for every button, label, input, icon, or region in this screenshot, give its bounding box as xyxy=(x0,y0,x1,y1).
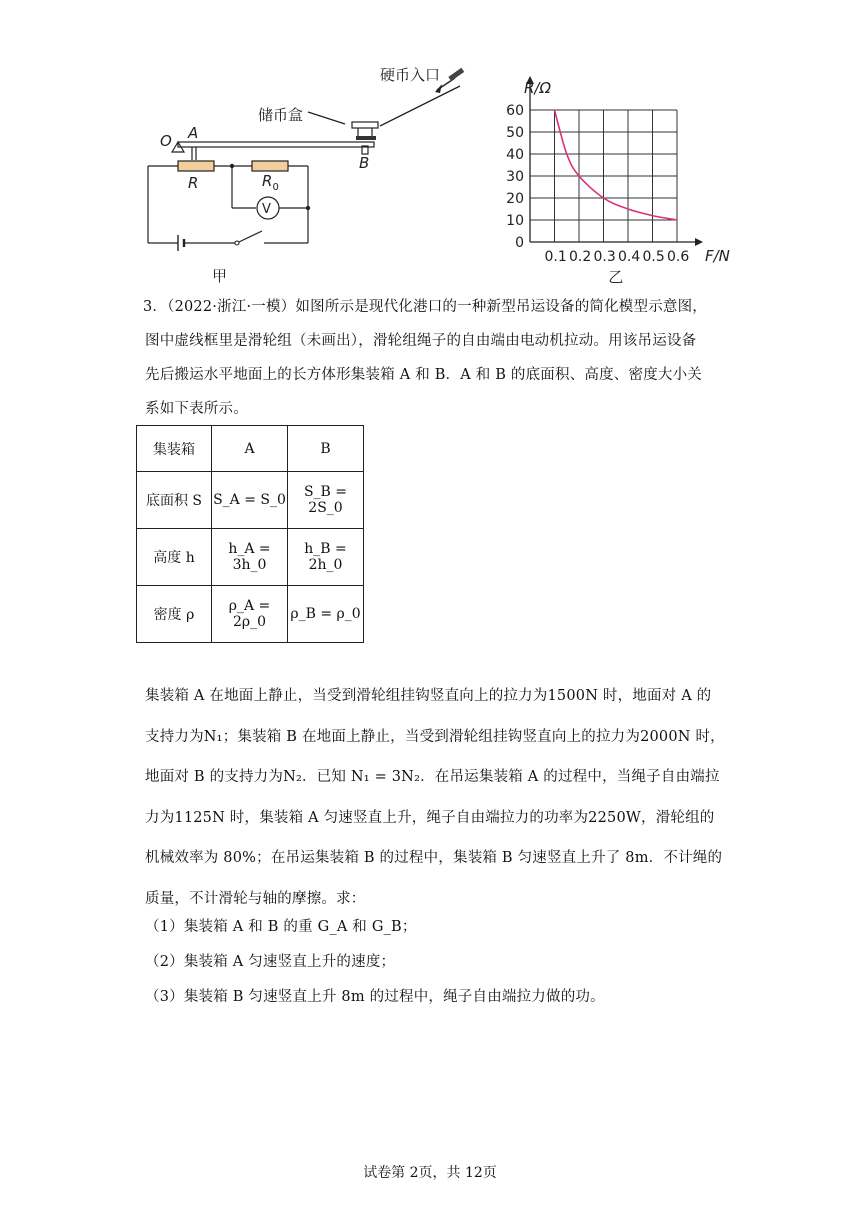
problem-body xyxy=(145,676,725,919)
question-3: （3）集装箱 B 匀速竖直上升 8m 的过程中，绳子自由端拉力做的功。 xyxy=(145,989,605,1005)
coin-entry-label: 硬币入口 xyxy=(380,66,441,84)
intro-line-4: 系如下表所示。 xyxy=(145,401,248,417)
question-1: （1）集装箱 A 和 B 的重 G_A 和 G_B； xyxy=(145,919,417,935)
body-line-3: 地面对 B 的支持力为N₂．已知 N₁ = 3N₂．在吊运集装箱 A 的过程中，当绳子自由端拉 xyxy=(145,769,720,785)
coin-circuit-figure xyxy=(140,66,480,286)
chart-ticks xyxy=(506,103,689,265)
body-line-2: 支持力为N₁；集装箱 B 在地面上静止，当受到滑轮组挂钩竖直向上的拉力为2000N 时， xyxy=(145,728,725,745)
chart-x-tick-label: 0.5 xyxy=(642,249,665,265)
chart-y-label: R/Ω xyxy=(524,79,551,97)
chart-y-tick-label: 0 xyxy=(515,235,524,251)
chart-y-tick-label: 40 xyxy=(506,147,524,163)
chart-y-tick-label: 20 xyxy=(506,191,524,207)
table-cell: S_B = 2S_0 xyxy=(288,472,364,529)
problem-intro xyxy=(145,290,725,426)
table-cell: h_A = 3h_0 xyxy=(212,529,288,586)
label-O: O xyxy=(160,132,172,150)
label-B: B xyxy=(359,154,370,172)
intro-line-2: 图中虚线框里是滑轮组（未画出），滑轮组绳子的自由端由电动机拉动。用该吊运设备 xyxy=(145,333,697,349)
lever-bar xyxy=(178,142,374,147)
label-R: R xyxy=(188,174,199,192)
table-header-cell: A xyxy=(212,426,288,472)
question-2: （2）集装箱 A 匀速竖直上升的速度； xyxy=(145,954,396,970)
chart-y-tick-label: 60 xyxy=(506,103,524,119)
chart-x-tick-label: 0.3 xyxy=(593,249,616,265)
intro-line-3: 先后搬运水平地面上的长方体形集装箱 A 和 B．A 和 B 的底面积、高度、密度大小关 xyxy=(145,367,703,383)
table-header-cell: B xyxy=(288,426,364,472)
label-R0-sub: 0 xyxy=(272,182,279,193)
label-A: A xyxy=(188,124,199,142)
table-cell: h_B = 2h_0 xyxy=(288,529,364,586)
body-line-5: 机械效率为 80%；在吊运集装箱 B 的过程中，集装箱 B 匀速竖直上升了 8m．不计绳的 xyxy=(145,850,723,866)
coin-box xyxy=(352,122,378,128)
intro-line-1: 3．（2022·浙江·一模）如图所示是现代化港口的一种新型吊运设备的简化模型示意图， xyxy=(143,299,707,315)
chart-x-tick-label: 0.6 xyxy=(667,249,690,265)
chart-y-tick-label: 30 xyxy=(506,169,524,185)
body-line-4: 力为1125N 时，集装箱 A 匀速竖直上升，绳子自由端拉力的功率为2250W，滑轮组的 xyxy=(145,809,715,826)
chart-x-tick-label: 0.4 xyxy=(618,249,641,265)
label-R0: R xyxy=(262,172,273,190)
coin-chute xyxy=(380,86,460,126)
table-row-label: 高度 h xyxy=(137,529,212,586)
chart-x-tick-label: 0.2 xyxy=(569,249,592,265)
problem-questions xyxy=(145,910,725,1015)
chart-y-tick-label: 10 xyxy=(506,213,524,229)
table-cell: ρ_B = ρ_0 xyxy=(288,586,364,643)
chart-grid xyxy=(530,110,677,242)
chart-series-line xyxy=(555,110,678,220)
coin-box-label: 储币盒 xyxy=(258,106,304,124)
body-line-1: 集装箱 A 在地面上静止，当受到滑轮组挂钩竖直向上的拉力为1500N 时，地面对 A 的 xyxy=(145,688,712,704)
container-table xyxy=(136,425,364,643)
chart-y-tick-label: 50 xyxy=(506,125,524,141)
page-footer: 试卷第 2页，共 12页 xyxy=(363,1165,497,1181)
chart-caption: 乙 xyxy=(608,268,624,286)
table-header-cell: 集装箱 xyxy=(137,426,212,472)
table-row-label: 密度 ρ xyxy=(137,586,212,643)
table-cell: S_A = S_0 xyxy=(212,472,288,529)
switch xyxy=(239,231,262,242)
resistance-force-chart xyxy=(490,74,760,290)
label-V: V xyxy=(262,202,271,217)
chart-x-label: F/N xyxy=(705,247,730,265)
table-cell: ρ_A = 2ρ_0 xyxy=(212,586,288,643)
chart-x-arrow xyxy=(695,238,703,246)
body-line-6: 质量，不计滑轮与轴的摩擦。求： xyxy=(145,890,366,907)
resistor-R xyxy=(178,161,214,171)
figure-caption-left: 甲 xyxy=(212,267,228,285)
table-row-label: 底面积 S xyxy=(137,472,212,529)
svg-text:R0 xyxy=(262,172,279,193)
chart-x-tick-label: 0.1 xyxy=(544,249,567,265)
resistor-R0 xyxy=(252,161,288,171)
